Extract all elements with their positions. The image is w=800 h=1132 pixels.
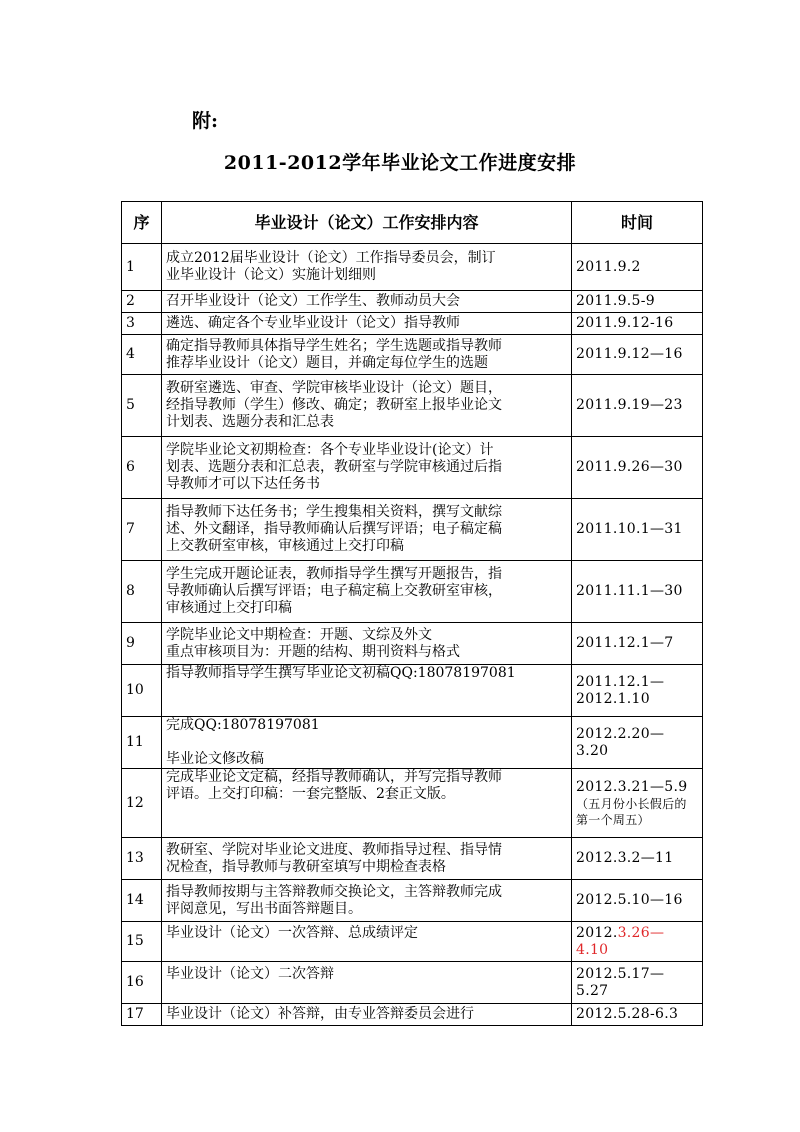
content-line: 导教师确认后撰写评语；电子稿定稿上交教研室审核， [166, 583, 502, 599]
content-line [166, 682, 567, 699]
time-line: 2011.9.5-9 [576, 293, 655, 309]
content-line: 完成QQ:18078197081 [166, 717, 320, 733]
row-time [572, 437, 703, 499]
row-content [162, 769, 572, 838]
content-line: 毕业设计（论文）一次答辩、总成绩评定 [166, 924, 418, 941]
row-time [572, 922, 703, 962]
row-content [162, 880, 572, 922]
table-row [122, 291, 703, 313]
time-line: 2011.11.1—30 [576, 583, 683, 599]
content-line: 指导教师下达任务书；学生搜集相关资料，撰写文献综 [166, 504, 502, 520]
table-row [122, 962, 703, 1004]
content-line: 经指导教师（学生）修改、确定；教研室上报毕业论文 [166, 397, 502, 413]
row-content [162, 665, 572, 717]
content-line: 划表、选题分表和汇总表，教研室与学院审核通过后指 [166, 459, 502, 475]
row-seq: 1 [122, 244, 162, 291]
table-row [122, 665, 703, 717]
row-content [162, 291, 572, 313]
time-line: 2011.12.1—7 [576, 635, 674, 651]
content-line: 上交教研室审核，审核通过上交打印稿 [166, 538, 404, 554]
content-line: 学院毕业论文中期检查：开题、文综及外文 [166, 626, 432, 643]
content-line [166, 699, 567, 716]
row-content [162, 375, 572, 437]
row-seq: 6 [122, 437, 162, 499]
time-note: （五月份小长假后的第一个周五） [576, 796, 687, 827]
time-line: 2011.12.1— [576, 673, 665, 690]
content-line: 导教师才可以下达任务书 [166, 476, 320, 492]
time-line: 2012.5.28-6.3 [576, 1006, 679, 1022]
time-line: 2012.1.10 [576, 690, 650, 707]
time-line: 2012.5.10—16 [576, 892, 683, 908]
time-line: 2011.10.1—31 [576, 521, 683, 537]
row-content [162, 313, 572, 335]
row-time [572, 962, 703, 1004]
row-time [572, 880, 703, 922]
content-line: 指导教师指导学生撰写毕业论文初稿QQ:18078197081 [166, 665, 516, 681]
header-seq: 序 [122, 202, 162, 244]
table-header-row [122, 202, 703, 244]
table-row [122, 1004, 703, 1026]
row-seq: 15 [122, 922, 162, 962]
row-seq: 12 [122, 769, 162, 838]
content-line: 业毕业设计（论文）实施计划细则 [166, 267, 376, 283]
time-line: 2011.9.19—23 [576, 397, 683, 413]
row-time [572, 665, 703, 717]
time-line: 2012.2.20— [576, 725, 665, 742]
time-highlight: 4.10 [576, 941, 609, 958]
row-seq: 3 [122, 313, 162, 335]
table-row [122, 880, 703, 922]
row-seq: 16 [122, 962, 162, 1004]
row-time [572, 313, 703, 335]
content-line: 重点审核项目为：开题的结构、期刊资料与格式 [166, 643, 460, 660]
row-seq: 13 [122, 838, 162, 880]
schedule-table [121, 201, 703, 1026]
table-row [122, 623, 703, 665]
content-line: 审核通过上交打印稿 [166, 600, 292, 616]
document-title: 2011-2012学年毕业论文工作进度安排 [223, 152, 577, 174]
time-prefix: 2012. [576, 924, 618, 941]
content-line: 确定指导教师具体指导学生姓名；学生选题或指导教师 [166, 337, 502, 354]
content-line: 推荐毕业设计（论文）题目，并确定每位学生的选题 [166, 354, 488, 371]
time-line: 2011.9.2 [576, 258, 641, 275]
time-line: 5.27 [576, 982, 609, 999]
table-row [122, 499, 703, 561]
content-line: 述、外文翻译，指导教师确认后撰写评语；电子稿定稿 [166, 521, 502, 537]
row-seq: 4 [122, 335, 162, 375]
row-seq: 11 [122, 717, 162, 769]
header-time: 时间 [572, 202, 703, 244]
row-time [572, 335, 703, 375]
time-line: 2012.3.2—11 [576, 850, 674, 866]
row-time [572, 244, 703, 291]
content-line: 指导教师按期与主答辩教师交换论文，主答辩教师完成 [166, 883, 502, 900]
row-content [162, 838, 572, 880]
row-seq: 8 [122, 561, 162, 623]
content-line: 评阅意见，写出书面答辩题目。 [166, 900, 362, 917]
content-line: 教研室遴选、审查、学院审核毕业设计（论文）题目， [166, 380, 502, 396]
content-line: 完成毕业论文定稿，经指导教师确认，并写完指导教师 [166, 769, 502, 785]
content-line [166, 734, 567, 751]
content-line [166, 820, 567, 837]
row-seq: 2 [122, 291, 162, 313]
row-time [572, 499, 703, 561]
row-content [162, 335, 572, 375]
table-row [122, 437, 703, 499]
row-seq: 14 [122, 880, 162, 922]
table-row [122, 244, 703, 291]
content-line: 毕业设计（论文）二次答辩 [166, 965, 334, 982]
content-line: 况检查，指导教师与教研室填写中期检查表格 [166, 858, 446, 875]
content-line: 学院毕业论文初期检查：各个专业毕业设计(论文）计 [166, 442, 494, 458]
row-content [162, 561, 572, 623]
content-line: 学生完成开题论证表，教师指导学生撰写开题报告，指 [166, 566, 502, 582]
row-time [572, 375, 703, 437]
row-time [572, 561, 703, 623]
row-content [162, 623, 572, 665]
row-content [162, 437, 572, 499]
row-seq: 5 [122, 375, 162, 437]
row-time [572, 838, 703, 880]
table-body [122, 244, 703, 1026]
table-row [122, 769, 703, 838]
header-content: 毕业设计（论文）工作安排内容 [162, 202, 572, 244]
content-line [166, 803, 567, 820]
time-line: 2011.9.12—16 [576, 346, 683, 362]
content-line [166, 983, 567, 1000]
row-content [162, 1004, 572, 1026]
table-row [122, 375, 703, 437]
row-content [162, 922, 572, 962]
content-line: 召开毕业设计（论文）工作学生、教师动员大会 [166, 293, 460, 309]
content-line: 成立2012届毕业设计（论文）工作指导委员会，制订 [166, 250, 496, 266]
time-line: 3.20 [576, 742, 609, 759]
content-line: 遴选、确定各个专业毕业设计（论文）指导教师 [166, 315, 460, 331]
row-content [162, 499, 572, 561]
content-line: 毕业设计（论文）补答辩，由专业答辩委员会进行 [166, 1006, 474, 1022]
time-line: 2012.5.17— [576, 965, 665, 982]
row-seq: 7 [122, 499, 162, 561]
row-seq: 9 [122, 623, 162, 665]
time-line: 2011.9.12-16 [576, 315, 674, 331]
row-time [572, 717, 703, 769]
row-time [572, 769, 703, 838]
content-line: 教研室、学院对毕业论文进度、教师指导过程、指导情 [166, 841, 502, 858]
table-row [122, 922, 703, 962]
table-row [122, 313, 703, 335]
row-content [162, 962, 572, 1004]
row-seq: 10 [122, 665, 162, 717]
time-line: 2011.9.26—30 [576, 459, 683, 475]
row-content [162, 717, 572, 769]
appendix-label: 附: [192, 110, 219, 132]
table-row [122, 838, 703, 880]
content-line: 毕业论文修改稿 [166, 751, 264, 767]
row-content [162, 244, 572, 291]
table-row [122, 561, 703, 623]
time-highlight: 3.26— [617, 924, 665, 941]
table-row [122, 717, 703, 769]
content-line [166, 942, 567, 959]
row-time [572, 1004, 703, 1026]
content-line: 计划表、选题分表和汇总表 [166, 414, 334, 430]
content-line: 评语。上交打印稿：一套完整版、2套正文版。 [166, 786, 455, 802]
time-line: 2012.3.21—5.9 [576, 778, 688, 795]
row-seq: 17 [122, 1004, 162, 1026]
row-time [572, 623, 703, 665]
row-time [572, 291, 703, 313]
table-row [122, 335, 703, 375]
